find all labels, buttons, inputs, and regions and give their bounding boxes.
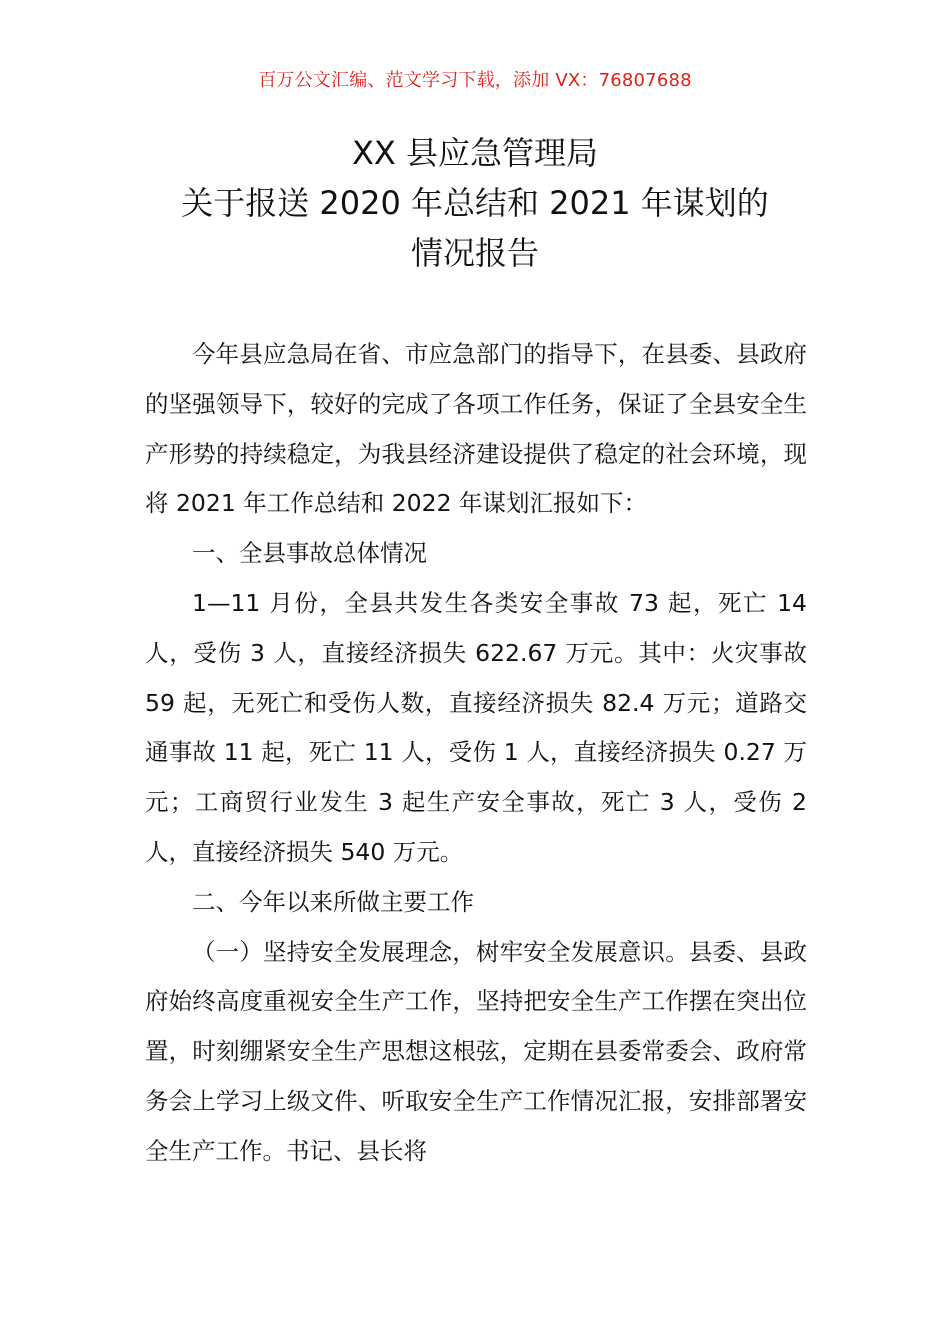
title-line-1: XX 县应急管理局 — [351, 134, 599, 172]
header-note: 百万公文汇编、范文学习下载，添加 VX：76807688 — [258, 70, 692, 91]
document-body — [145, 330, 807, 1177]
section-2-heading: 二、今年以来所做主要工作 — [192, 887, 474, 916]
section-1-paragraph: 1—11 月份，全县共发生各类安全事故 73 起，死亡 14 人，受伤 3 人，直接经济损失 622.67 万元。其中：火灾事故 59 起，无死亡和受伤人数，直接经济损失 82.4 万元；道路交通事故 11 起，死亡 11 人，受伤 1 人，直接经济损失 0.27 万元；工商贸行业发生 3 起生产安全事故，死亡 3 人，受伤 2 人，直接经济损失 540 万元。 — [145, 588, 807, 866]
title-line-2: 关于报送 2020 年总结和 2021 年谋划的 — [181, 184, 769, 222]
section-2-paragraph: （一）坚持安全发展理念，树牢安全发展意识。县委、县政府始终高度重视安全生产工作，坚持把安全生产工作摆在突出位置，时刻绷紧安全生产思想这根弦，定期在县委常委会、政府常务会上学习上级文件、听取安全生产工作情况汇报，安排部署安全生产工作。书记、县长将 — [145, 937, 807, 1165]
intro-paragraph: 今年县应急局在省、市应急部门的指导下，在县委、县政府的坚强领导下，较好的完成了各项工作任务，保证了全县安全生产形势的持续稳定，为我县经济建设提供了稳定的社会环境，现将 2021 年工作总结和 2022 年谋划汇报如下： — [145, 340, 807, 518]
document-title — [0, 128, 950, 278]
title-line-3: 情况报告 — [410, 234, 539, 272]
section-1-heading: 一、全县事故总体情况 — [192, 539, 427, 568]
